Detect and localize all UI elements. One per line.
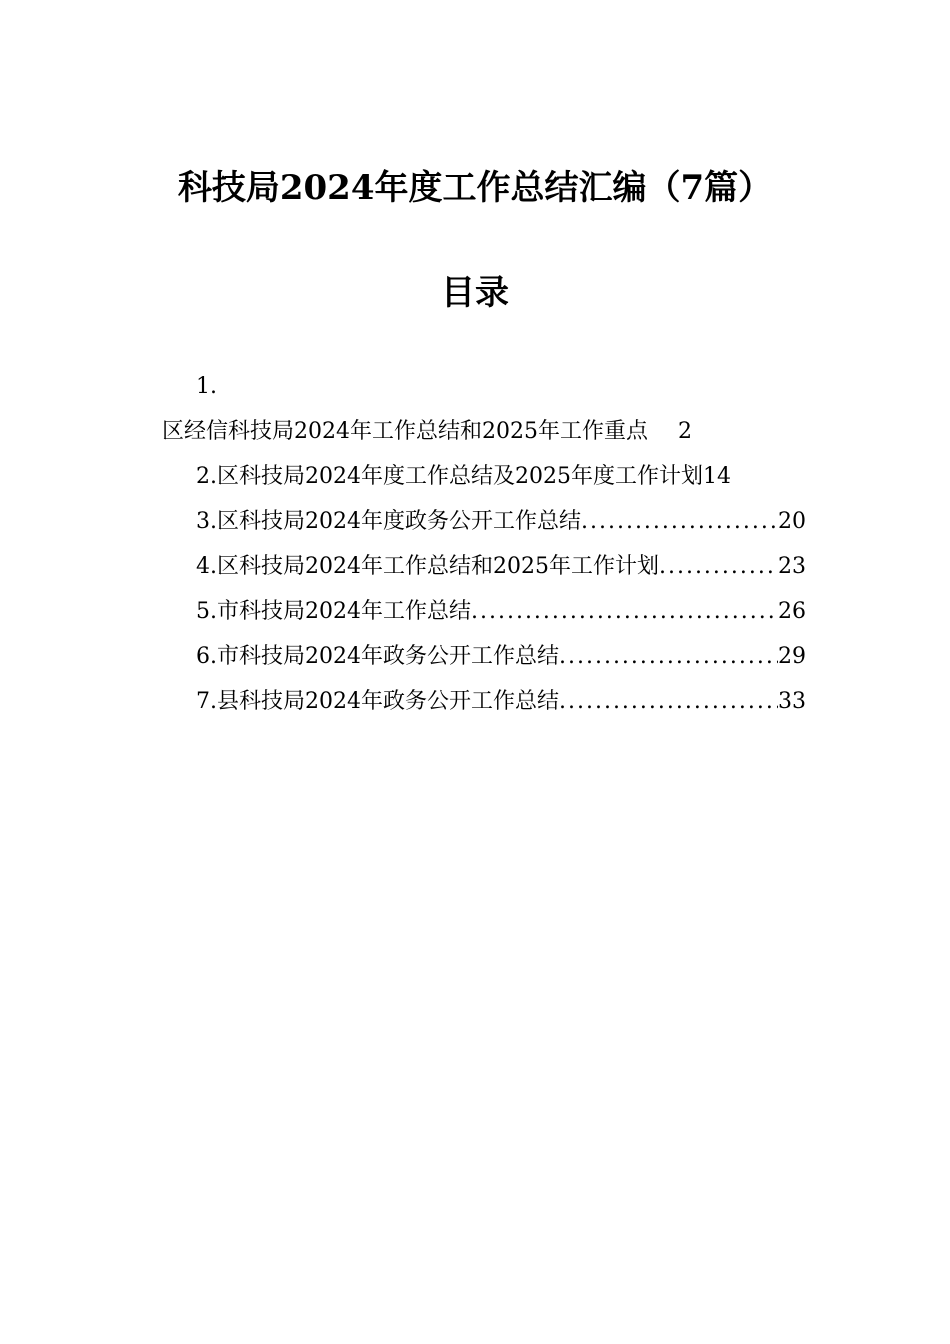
toc-item[interactable]: [162, 589, 806, 634]
toc-item[interactable]: [162, 409, 806, 454]
toc-item-page: 20: [778, 509, 806, 534]
toc-item[interactable]: [162, 544, 806, 589]
toc-item[interactable]: [162, 499, 806, 544]
toc-item-page: 33: [778, 689, 806, 714]
toc-item-text: 区经信科技局2024年工作总结和2025年工作重点: [162, 419, 648, 444]
document-title: 科技局2024年度工作总结汇编（7篇）: [177, 168, 773, 208]
toc-item-text: 6.市科技局2024年政务公开工作总结: [196, 644, 559, 669]
toc-item-page: 14: [702, 464, 731, 489]
toc-item[interactable]: [162, 454, 806, 499]
toc-leader-dots: [559, 679, 778, 724]
toc-item-text: 2.区科技局2024年度工作总结及2025年度工作计划: [196, 464, 703, 489]
toc-leader-dots: [581, 499, 778, 544]
toc-item-page: 23: [778, 554, 806, 579]
toc-item-page: 29: [778, 644, 806, 669]
toc-leader-dots: [559, 634, 778, 679]
toc-item-text: 3.区科技局2024年度政务公开工作总结: [196, 509, 581, 534]
toc-leader-dots: [471, 589, 778, 634]
toc-item-text: 5.市科技局2024年工作总结: [196, 599, 471, 624]
toc-item-page: 2: [677, 419, 692, 444]
toc-leader-dots: [659, 544, 778, 589]
toc-item-text: 4.区科技局2024年工作总结和2025年工作计划: [196, 554, 659, 579]
toc-heading: 目录: [441, 273, 509, 313]
table-of-contents: [162, 365, 806, 724]
toc-item-text: 7.县科技局2024年政务公开工作总结: [196, 689, 559, 714]
toc-item-number: 1.: [196, 374, 217, 399]
toc-item[interactable]: [162, 679, 806, 724]
toc-item-page: 26: [778, 599, 806, 624]
toc-item[interactable]: [162, 634, 806, 679]
